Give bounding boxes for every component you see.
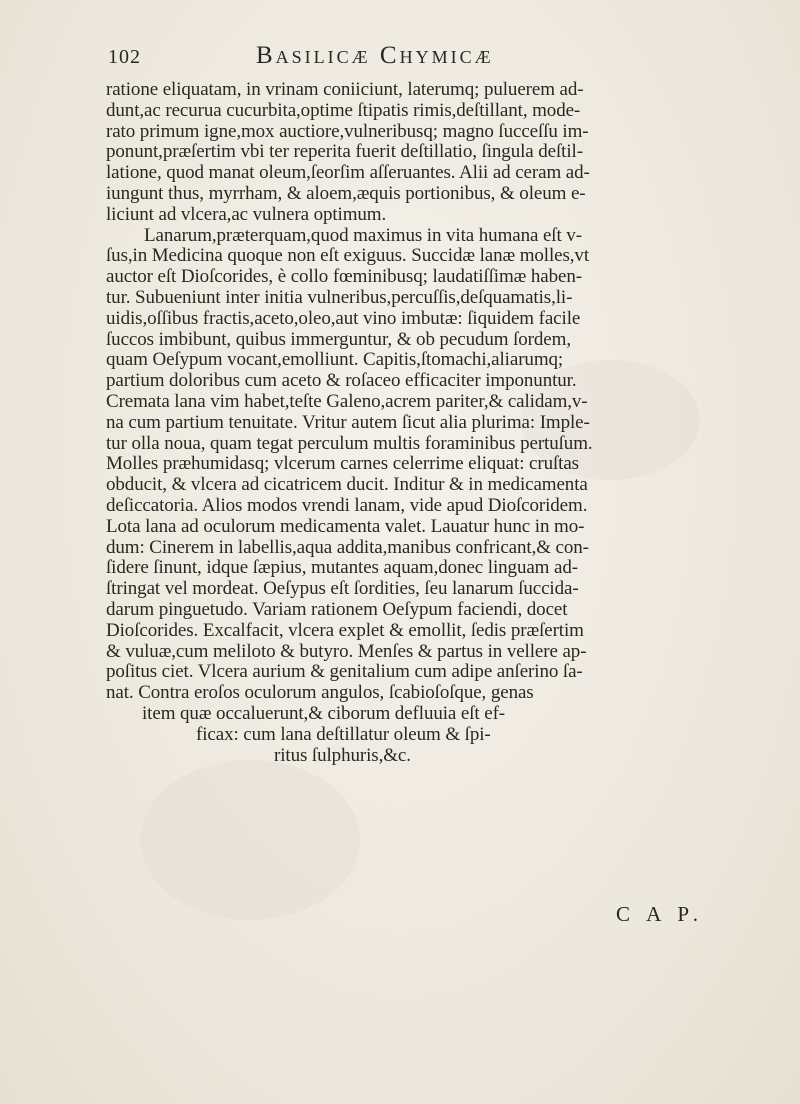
text-line: partium doloribus cum aceto & roſaceo efficaciter imponuntur. [106, 371, 577, 392]
text-line: tur olla noua, quam tegat perculum multis foraminibus pertuſum. [106, 433, 593, 454]
text-line: & vuluæ,cum meliloto & butyro. Menſes & partus in vellere ap- [106, 641, 587, 662]
paragraph-start-line: Lanarum,præterquam,quod maximus in vita humana eſt v- [144, 225, 582, 246]
page-header [108, 42, 668, 76]
text-line: ſidere ſinunt, idque ſæpius, mutantes aquam,donec linguam ad- [106, 558, 578, 579]
text-line: na cum partium tenuitate. Vritur autem ſicut alia plurima: Imple- [106, 412, 590, 433]
text-line: uidis,oſſibus fractis,aceto,oleo,aut vino imbutæ: ſiquidem facile [106, 308, 581, 329]
text-line: iungunt thus, myrrham, & aloem,æquis portionibus, & oleum e- [106, 183, 586, 204]
text-line: quam Oeſypum vocant,emolliunt. Capitis,ſtomachi,aliarumq; [106, 350, 564, 371]
page-number: 102 [108, 46, 141, 68]
text-line: latione, quod manat oleum,ſeorſim aſſeruantes. Alii ad ceram ad- [106, 163, 590, 184]
text-line: ſuccos imbibunt, quibus immerguntur, & ob pecudum ſordem, [106, 329, 571, 350]
text-line: Cremata lana vim habet,teſte Galeno,acrem pariter,& calidam,v- [106, 391, 588, 412]
catchword: C A P. [616, 902, 704, 926]
text-line: ratione eliquatam, in vrinam coniiciunt, laterumq; puluerem ad- [106, 80, 584, 100]
text-line: rato primum igne,mox auctiore,vulneribusq; magno ſucceſſu im- [106, 121, 589, 142]
text-line: Dioſcorides. Excalfacit, vlcera explet & emollit, ſedis præſertim [106, 620, 584, 641]
text-line: tur. Subueniunt inter initia vulneribus,percuſſis,deſquamatis,li- [106, 287, 573, 308]
running-title: Basilicæ Chymicæ [256, 42, 494, 69]
text-line: poſitus ciet. Vlcera aurium & genitalium cum adipe anſerino ſa- [106, 662, 583, 683]
text-line: ſtringat vel mordeat. Oeſypus eſt ſordities, ſeu lanarum ſuccida- [106, 579, 579, 600]
text-line: deſiccatoria. Alios modos vrendi lanam, vide apud Dioſcoridem. [106, 495, 588, 516]
text-line: liciunt ad vlcera,ac vulnera optimum. [106, 204, 387, 225]
tapered-line: ritus ſulphuris,&c. [274, 745, 411, 766]
text-line: dum: Cinerem in labellis,aqua addita,manibus confricant,& con- [106, 537, 589, 558]
text-line: ſus,in Medicina quoque non eſt exiguus. Succidæ lanæ molles,vt [106, 246, 589, 267]
text-line: dunt,ac recurua cucurbita,optime ſtipatis rimis,deſtillant, mode- [106, 100, 581, 121]
text-line: Molles præhumidasq; vlcerum carnes celerrime eliquat: cruſtas [106, 454, 579, 475]
tapered-line: item quæ occaluerunt,& ciborum defluuia eſt ef- [142, 703, 506, 724]
body-text [106, 80, 692, 766]
text-line: darum pinguetudo. Variam rationem Oeſypum faciendi, docet [106, 599, 568, 620]
text-line: Lota lana ad oculorum medicamenta valet. Lauatur hunc in mo- [106, 516, 585, 537]
text-line: nat. Contra eroſos oculorum angulos, ſcabioſoſque, genas [106, 683, 534, 704]
text-line: ponunt,præſertim vbi ter reperita fuerit deſtillatio, ſingula deſtil- [106, 142, 583, 163]
tapered-line: ficax: cum lana deſtillatur oleum & ſpi- [196, 724, 491, 745]
text-line: auctor eſt Dioſcorides, è collo fœminibusq; laudatiſſimæ haben- [106, 267, 582, 288]
paper-stain [140, 760, 360, 920]
text-line: obducit, & vlcera ad cicatricem ducit. Inditur & in medicamenta [106, 475, 588, 496]
